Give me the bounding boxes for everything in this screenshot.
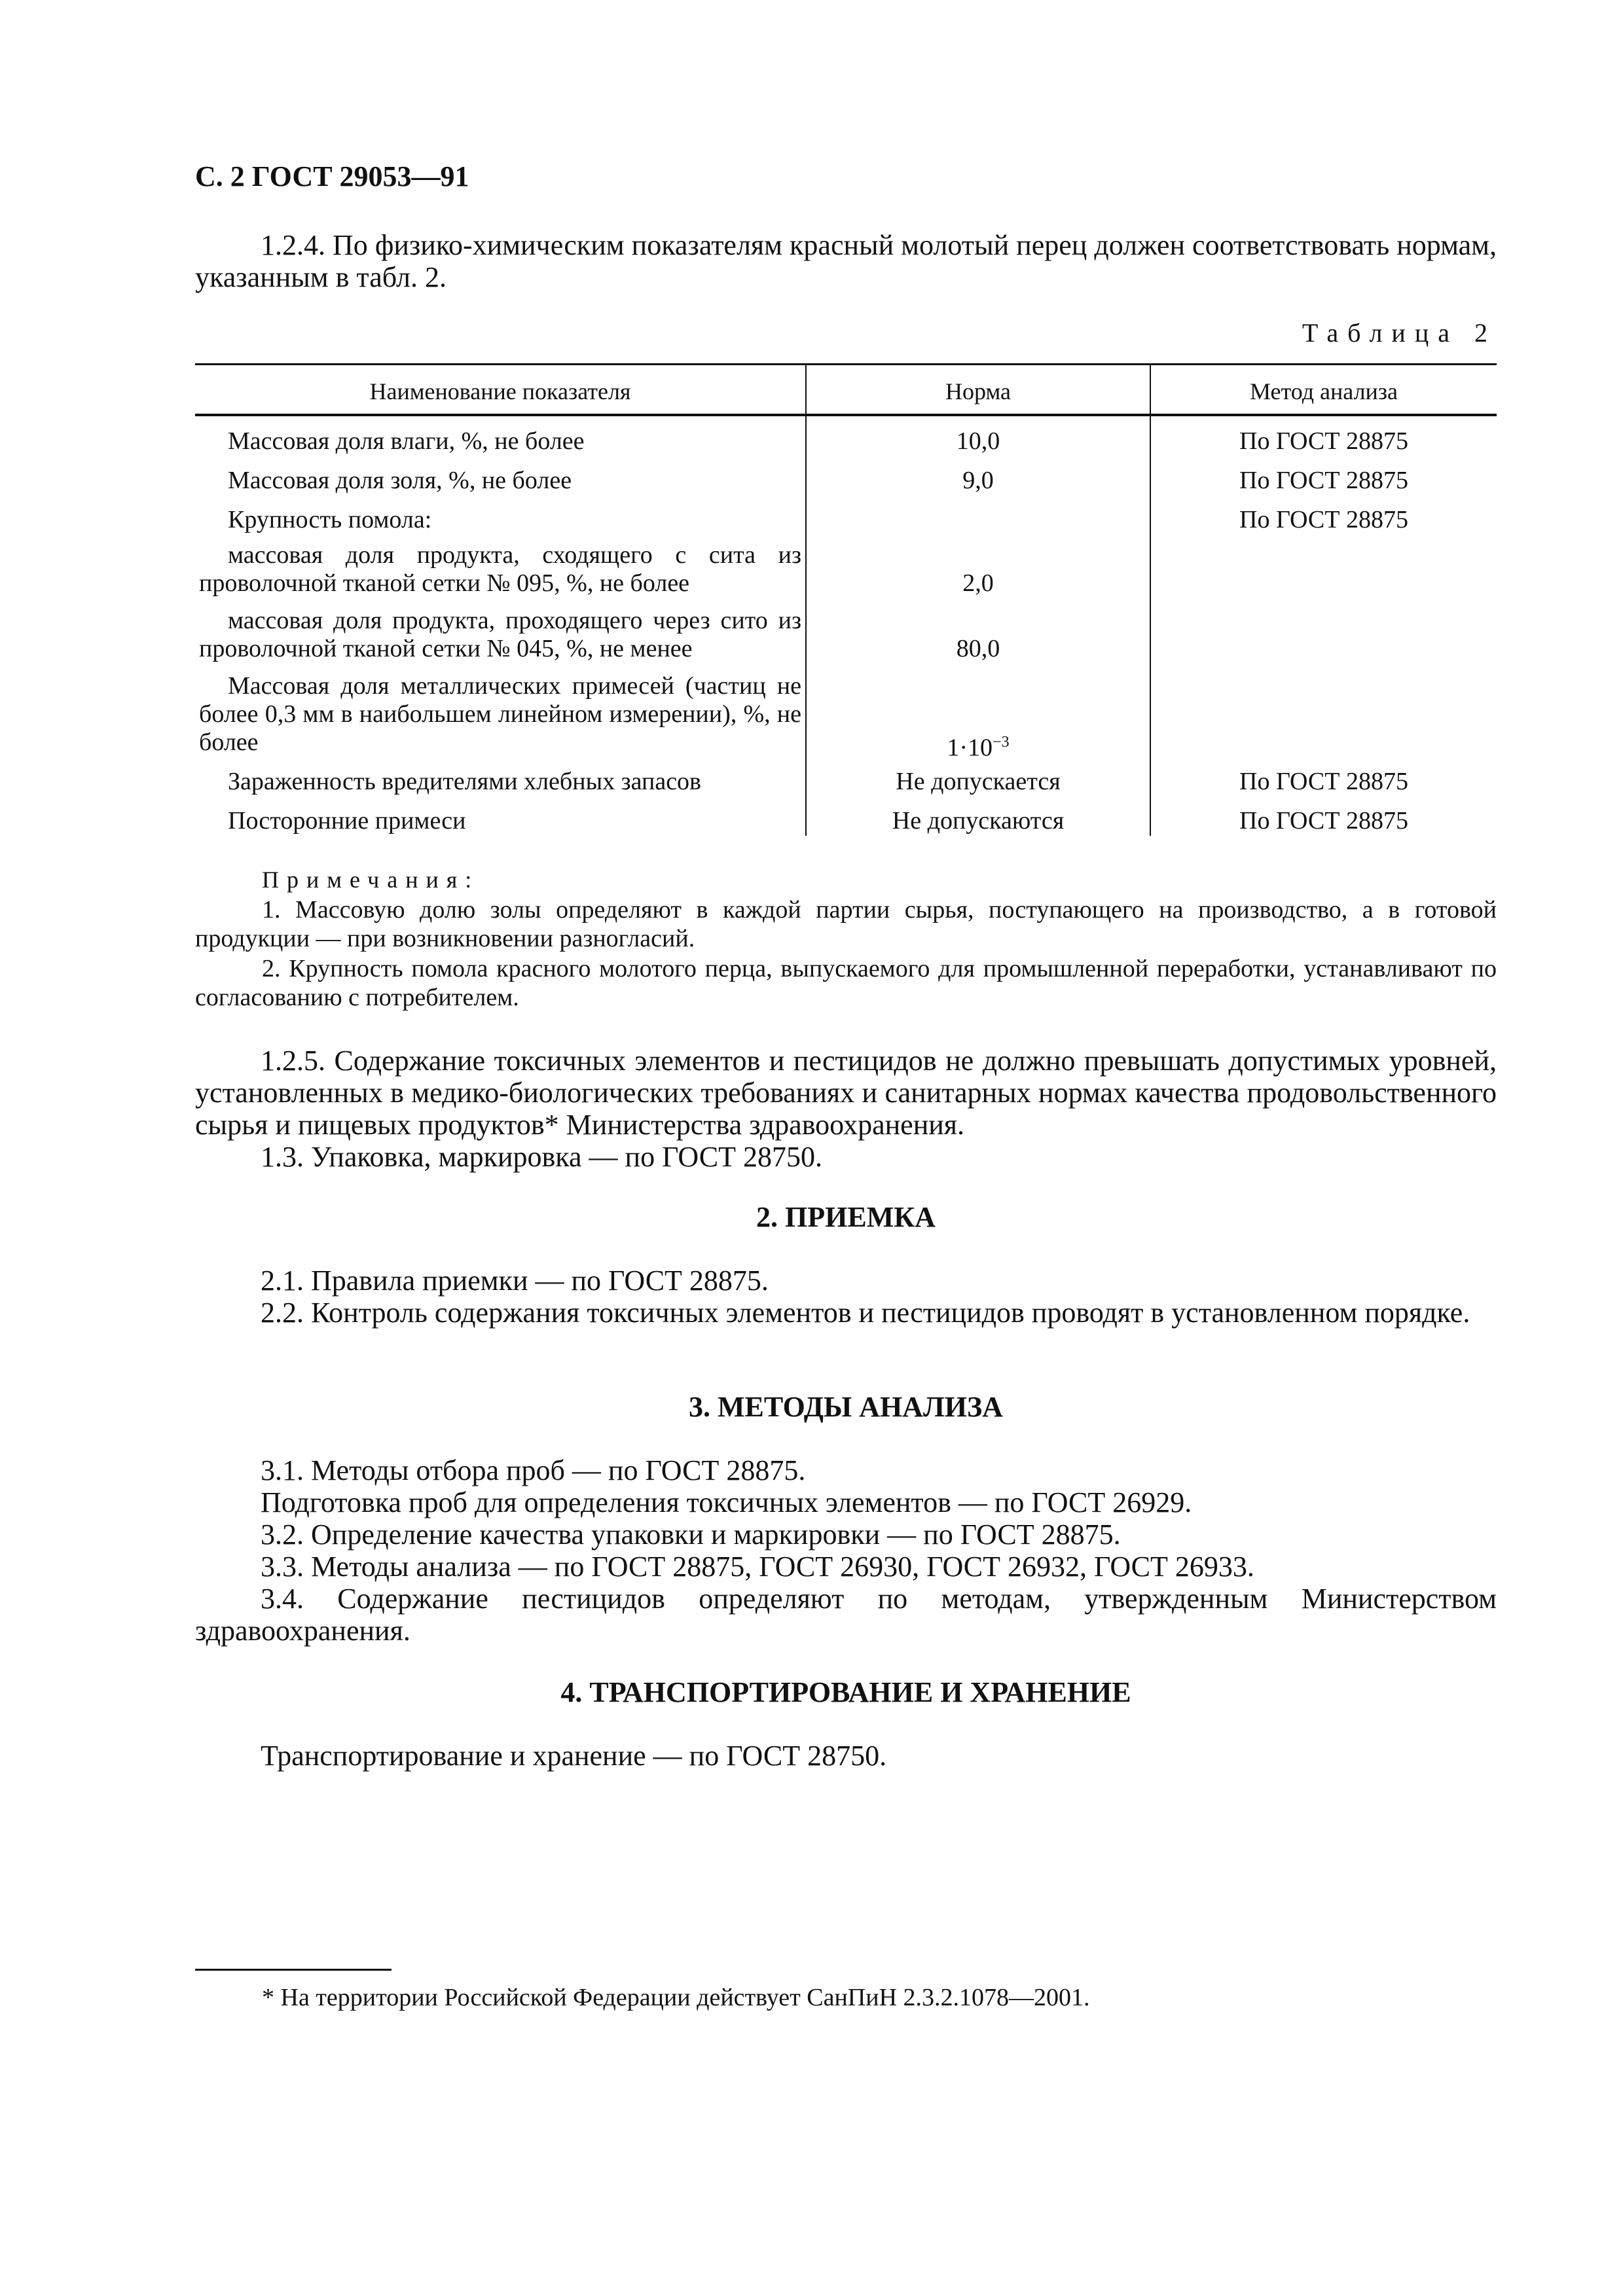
table-2: [195, 363, 1497, 836]
paragraph-1-3: 1.3. Упаковка, маркировка — по ГОСТ 28750.: [261, 1141, 822, 1173]
table-cell-norm: 9,0: [962, 467, 994, 494]
paragraph-2-2: 2.2. Контроль содержания токсичных элементов и пестицидов проводят в установленном порядке.: [261, 1297, 1470, 1329]
page-header: С. 2 ГОСТ 29053—91: [195, 160, 469, 192]
table-caption: Таблица 2: [1302, 318, 1497, 348]
table-cell-name: Массовая доля золя, %, не более: [228, 467, 572, 494]
table-cell-method: По ГОСТ 28875: [1239, 427, 1408, 455]
paragraph-2-1: 2.1. Правила приемки — по ГОСТ 28875.: [261, 1265, 769, 1297]
norm-exponent: −3: [993, 734, 1010, 751]
paragraph-3-3: 3.3. Методы анализа — по ГОСТ 28875, ГОСТ 26930, ГОСТ 26932, ГОСТ 26933.: [261, 1551, 1254, 1583]
table-header-rule: [195, 414, 1497, 416]
table-cell-name: массовая доля продукта, проходящего через сито из проволочной тканой сетки № 045, %, не менее: [199, 607, 801, 662]
table-cell-name: Массовая доля влаги, %, не более: [228, 427, 585, 455]
table-cell-name: Посторонние примеси: [228, 807, 466, 834]
table-cell-method: По ГОСТ 28875: [1239, 807, 1408, 834]
table-cell-name: Зараженность вредителями хлебных запасов: [228, 768, 702, 795]
table-cell-norm: 80,0: [956, 635, 1000, 662]
table-header-method: Метод анализа: [1249, 378, 1398, 404]
note-2: 2. Крупность помола красного молотого перца, выпускаемого для промышленной переработки, устанавливают по согласованию с потребителем.: [195, 955, 1497, 1011]
section-2-title: 2. ПРИЕМКА: [756, 1201, 936, 1233]
table-cell-norm: Не допускается: [896, 768, 1061, 795]
table-cell-norm: Не допускаются: [892, 807, 1065, 834]
table-cell-method: По ГОСТ 28875: [1239, 506, 1408, 533]
paragraph-1-2-5: 1.2.5. Содержание токсичных элементов и пестицидов не должно превышать допустимых уровней, установленных в медико-биологических требованиях и санитарных нормах качества продовольственного сырья и пищевых продуктов* Министерства здравоохранения.: [195, 1045, 1497, 1141]
table-cell-norm: 10,0: [956, 427, 1000, 455]
paragraph-3-2: 3.2. Определение качества упаковки и маркировки — по ГОСТ 28875.: [261, 1518, 1121, 1551]
paragraph-3-1: 3.1. Методы отбора проб — по ГОСТ 28875.: [261, 1454, 806, 1486]
paragraph-3-4: 3.4. Содержание пестицидов определяют по методам, утвержденным Министерством здравоохранения.: [195, 1583, 1497, 1647]
note-1: 1. Массовую долю золы определяют в каждой партии сырья, поступающего на производство, а в готовой продукции — при возникновении разногласий.: [195, 896, 1497, 952]
table-header-name: Наименование показателя: [369, 378, 631, 404]
section-4-title: 4. ТРАНСПОРТИРОВАНИЕ И ХРАНЕНИЕ: [560, 1676, 1131, 1708]
section-3-title: 3. МЕТОДЫ АНАЛИЗА: [689, 1391, 1003, 1423]
table-cell-norm: [807, 728, 1150, 762]
table-cell-name: Массовая доля металлических примесей (частиц не более 0,3 мм в наибольшем линейном измерении), %, не более: [199, 672, 801, 756]
footnote: * На территории Российской Федерации действует СанПиН 2.3.2.1078—2001.: [262, 1984, 1090, 2011]
norm-value: 1·10: [947, 734, 993, 762]
table-cell-name: массовая доля продукта, сходящего с сита из проволочной тканой сетки № 095, %, не более: [199, 541, 801, 597]
notes-title: Примечания:: [262, 867, 480, 893]
paragraph-1-2-4: 1.2.4. По физико-химическим показателям красный молотый перец должен соответствовать нормам, указанным в табл. 2.: [195, 229, 1497, 293]
table-cell-method: По ГОСТ 28875: [1239, 768, 1408, 795]
table-header-norm: Норма: [945, 378, 1011, 404]
footnote-rule: [195, 1969, 392, 1971]
table-cell-norm: 2,0: [962, 569, 994, 597]
paragraph-3-1-prep: Подготовка проб для определения токсичных элементов — по ГОСТ 26929.: [261, 1486, 1192, 1518]
table-cell-name: Крупность помола:: [228, 506, 432, 533]
paragraph-4: Транспортирование и хранение — по ГОСТ 28750.: [261, 1740, 887, 1772]
table-top-rule: [195, 363, 1497, 365]
table-cell-method: По ГОСТ 28875: [1239, 467, 1408, 494]
